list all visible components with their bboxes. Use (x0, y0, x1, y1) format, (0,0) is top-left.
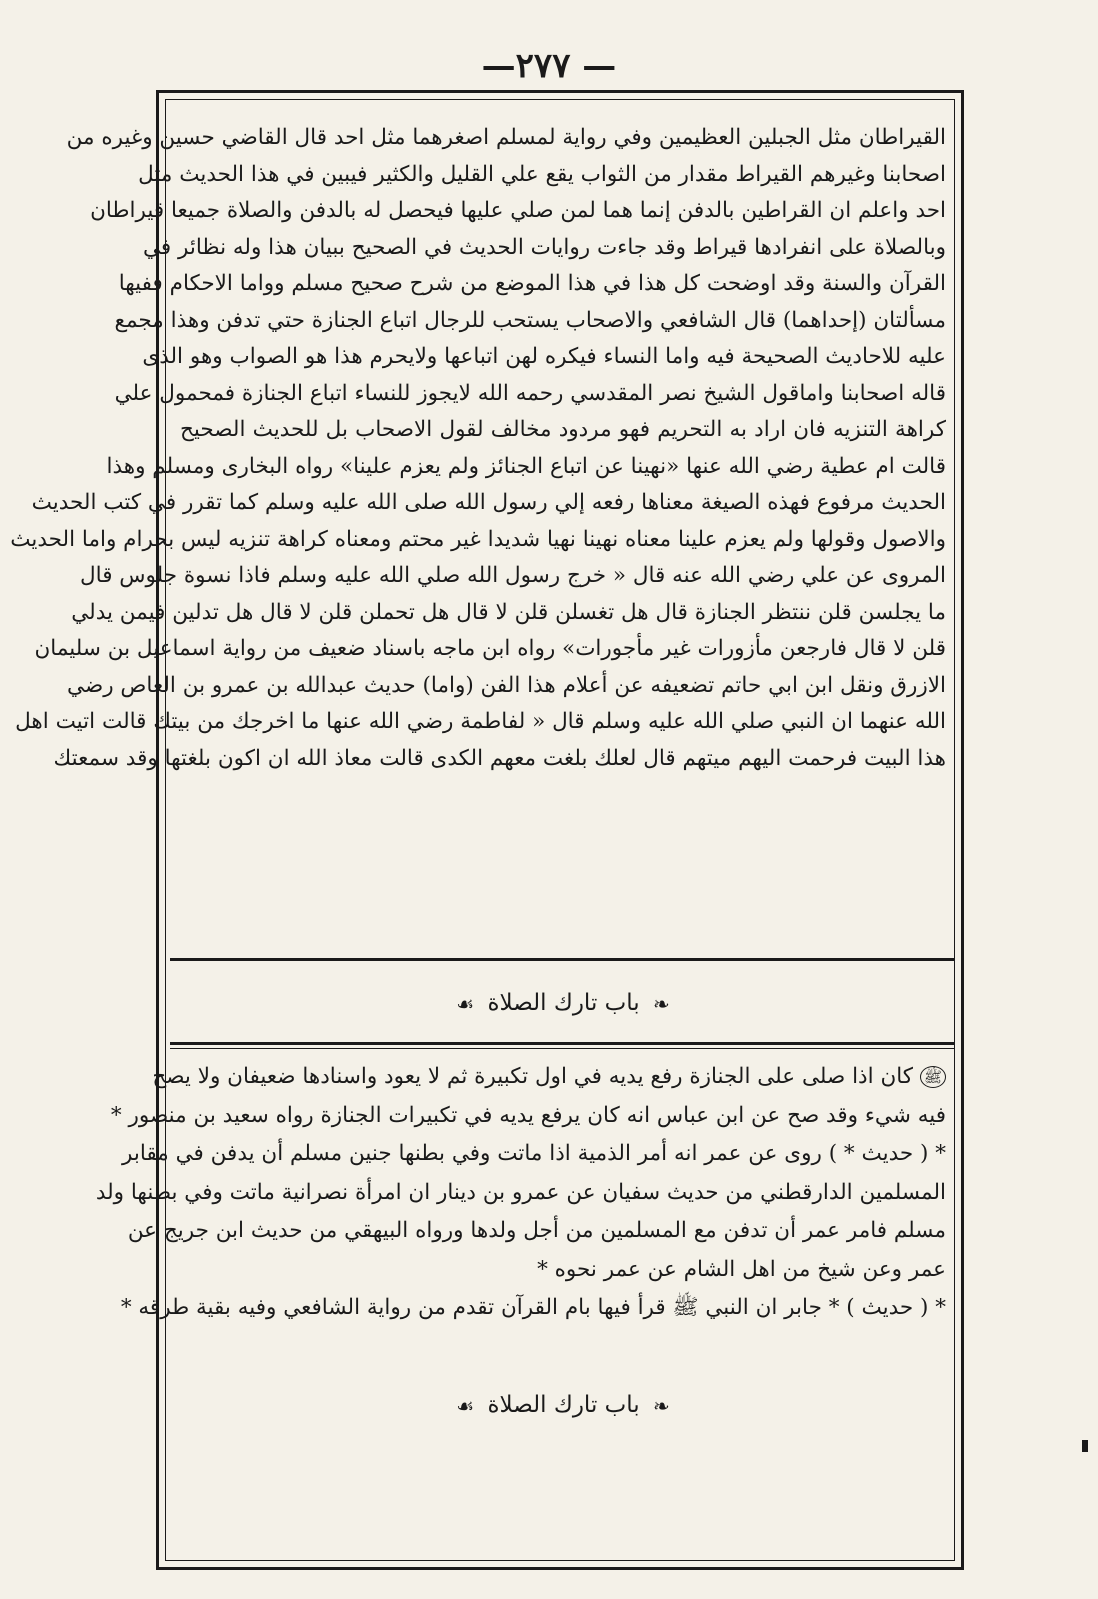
text-line: كراهة التنزيه فان اراد به التحريم فهو مردود مخالف لقول الاصحاب بل للحديث الصحيح (180, 417, 946, 442)
closing-heading-text: باب تارك الصلاة (487, 1392, 640, 1418)
page-number: — ٢٧٧— (481, 46, 617, 86)
main-text-block (10, 120, 946, 777)
section-divider-bottom-thin (170, 1048, 954, 1049)
ornament-icon: ☙ (456, 1394, 475, 1418)
text-line: فيه شيء وقد صح عن ابن عباس انه كان يرفع يديه في تكبيرات الجنازة رواه سعيد بن منصور * (110, 1102, 946, 1128)
text-line: قاله اصحابنا واماقول الشيخ نصر المقدسي رحمه الله لايجوز للنساء اتباع الجنازة فمحمول علي (114, 380, 946, 406)
text-line-content: كان اذا صلى على الجنازة رفع يديه في اول تكبيرة ثم لا يعود واسنادها ضعيفان ولا يصح (152, 1064, 914, 1089)
text-line: الله عنهما ان النبي صلي الله عليه وسلم قال « لفاطمة رضي الله عنها ما اخرجك من بيتك قالت اتيت اهل (15, 709, 946, 734)
text-line: وبالصلاة على انفرادها قيراط وقد جاءت روايات الحديث في الصحيح ببيان هذا وله نظائر في (143, 234, 946, 260)
text-line: الازرق ونقل ابن ابي حاتم تضعيفه عن أعلام هذا الفن (واما) حديث عبدالله بن عمرو بن العاص رضي (67, 672, 946, 698)
text-line (152, 1058, 946, 1097)
text-line: ما يجلسن قلن ننتظر الجنازة قال هل تغسلن قلن لا قال هل تحملن قلن لا قال هل تدلين فيمن يدلي (71, 599, 946, 625)
ornament-icon: ☙ (456, 992, 475, 1016)
text-line: المسلمين الدارقطني من حديث سفيان عن عمرو بن دينار ان امرأة نصرانية ماتت وفي بطنها ولد (95, 1179, 946, 1205)
text-line: * ( حديث * ) روى عن عمر انه أمر الذمية اذا ماتت وفي بطنها جنين مسلم أن يدفن في مقابر (122, 1141, 946, 1166)
text-line: عليه للاحاديث الصحيحة فيه واما النساء فيكره لهن اتباعها ولايحرم هذا هو الصواب وهو الذى (142, 344, 946, 369)
closing-heading (180, 1392, 946, 1418)
margin-speck (1082, 1440, 1088, 1452)
section-heading-text: باب تارك الصلاة (487, 990, 640, 1016)
text-line: المروى عن علي رضي الله عنه قال « خرج رسول الله صلي الله عليه وسلم فاذا نسوة جلوس قال (80, 563, 946, 588)
text-line: هذا البيت فرحمت اليهم ميتهم قال لعلك بلغت معهم الكدى قالت معاذ الله ان اكون بلغتها وقد سمعتك (53, 745, 946, 771)
text-line: القرآن والسنة وقد اوضحت كل هذا في هذا الموضع من شرح صحيح مسلم وواما الاحكام ففيها (118, 271, 946, 296)
text-line: الحديث مرفوع فهذه الصيغة معناها رفعه إلي رسول الله صلى الله عليه وسلم كما تقرر في كتب الحديث (31, 490, 946, 515)
text-line: قلن لا قال فارجعن مأزورات غير مأجورات» رواه ابن ماجه باسناد ضعيف من رواية اسماعيل بن سليمان (34, 636, 946, 661)
section-heading (180, 990, 946, 1016)
text-line: القيراطان مثل الجبلين العظيمين وفي رواية لمسلم اصغرهما مثل احد قال القاضي حسين وغيره من (66, 125, 946, 150)
text-line: مسألتان (إحداهما) قال الشافعي والاصحاب يستحب للرجال اتباع الجنازة حتي تدفن وهذا مجمع (114, 307, 946, 333)
honorific-seal-icon: ﷺ (920, 1066, 946, 1088)
text-line: والاصول وقولها ولم يعزم علينا معناه نهينا نهيا شديدا غير محتم ومعناه كراهة تنزيه ليس بحرام واما الحديث (10, 526, 946, 552)
text-line: قالت ام عطية رضي الله عنها «نهينا عن اتباع الجنائز ولم يعزم علينا» رواه البخارى ومسلم وهذا (106, 453, 946, 479)
text-line: عمر وعن شيخ من اهل الشام عن عمر نحوه * (537, 1256, 946, 1282)
text-line: * ( حديث ) * جابر ان النبي ﷺ قرأ فيها بام القرآن تقدم من رواية الشافعي وفيه بقية طرقه * (120, 1295, 946, 1320)
section-divider-top (170, 958, 954, 961)
text-line: مسلم فامر عمر أن تدفن مع المسلمين من أجل ولدها ورواه البيهقي من حديث ابن جريج عن (127, 1218, 946, 1243)
section-divider-bottom (170, 1042, 954, 1045)
text-line: احد واعلم ان القراطين بالدفن إنما هما لمن صلي عليها فيحصل له بالدفن والصلاة جميعا قيراطان (90, 198, 946, 223)
ornament-icon: ❧ (653, 1394, 670, 1418)
text-line: اصحابنا وغيرهم القيراط مقدار من الثواب يقع علي القليل والكثير فيبين في هذا الحديث مثل (138, 161, 946, 187)
secondary-text-block (95, 1058, 946, 1328)
ornament-icon: ❧ (653, 992, 670, 1016)
